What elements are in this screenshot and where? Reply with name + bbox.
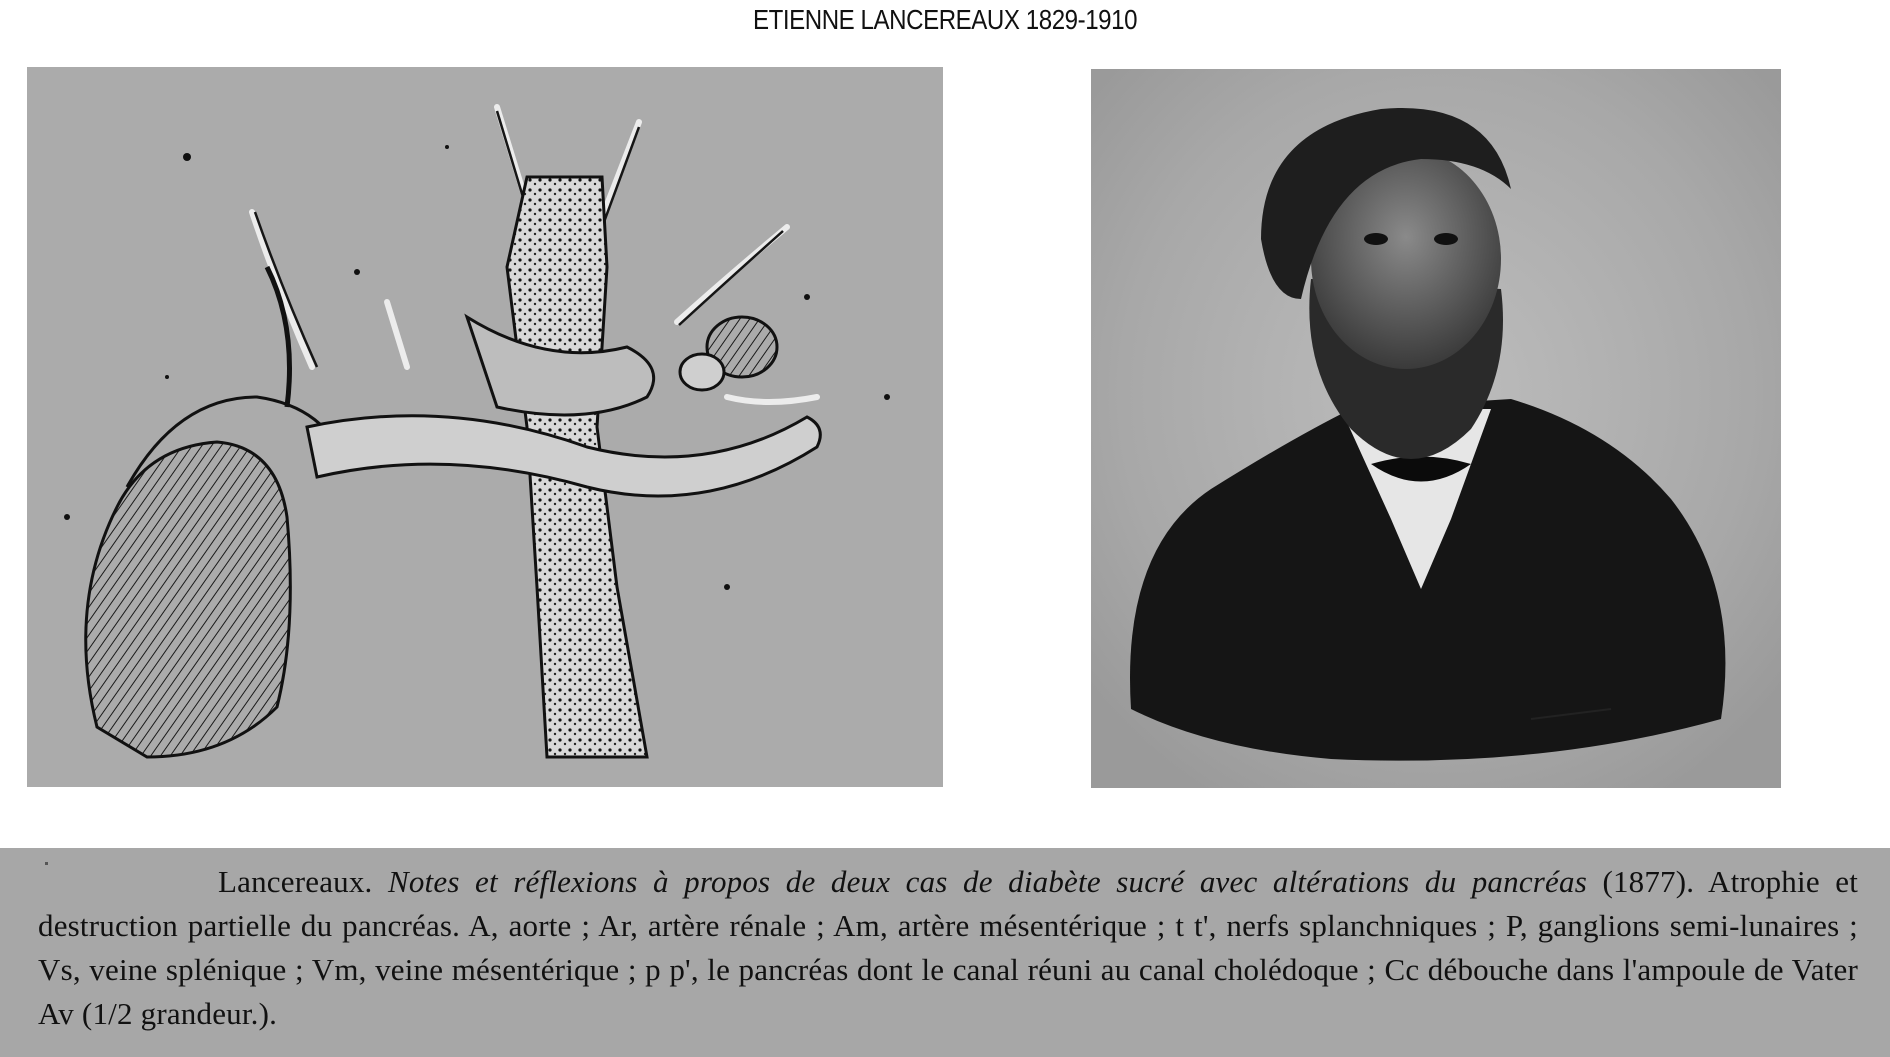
anatomy-drawing [27,67,943,787]
portrait-drawing [1091,69,1781,788]
caption-body: Atrophie et destruction partielle du pancréas. A, aorte ; Ar, artère rénale ; Am, artère mésentérique ; t t', nerfs splanchniques ; P, ganglions semi-lunaires ; Vs, veine splénique ; Vm, veine mésentérique ; p p', le pancréas dont le canal réuni au canal cholédoque ; Cc débouche dans l'ampoule de Vater Av (1/2 grandeur.). [38,864,1859,1031]
caption-panel [0,848,1890,1057]
portrait-photo [1091,69,1781,788]
caption-year: (1877). [1602,864,1695,899]
speck-mark [45,862,48,865]
caption-author: Lancereaux. [218,864,373,899]
caption-text [38,860,1858,1036]
anatomy-illustration [27,67,943,787]
caption-work-title: Notes et réflexions à propos de deux cas de diabète sucré avec altérations du pancréas [387,864,1587,899]
page-title: ETIENNE LANCEREAUX 1829-1910 [752,4,1138,35]
